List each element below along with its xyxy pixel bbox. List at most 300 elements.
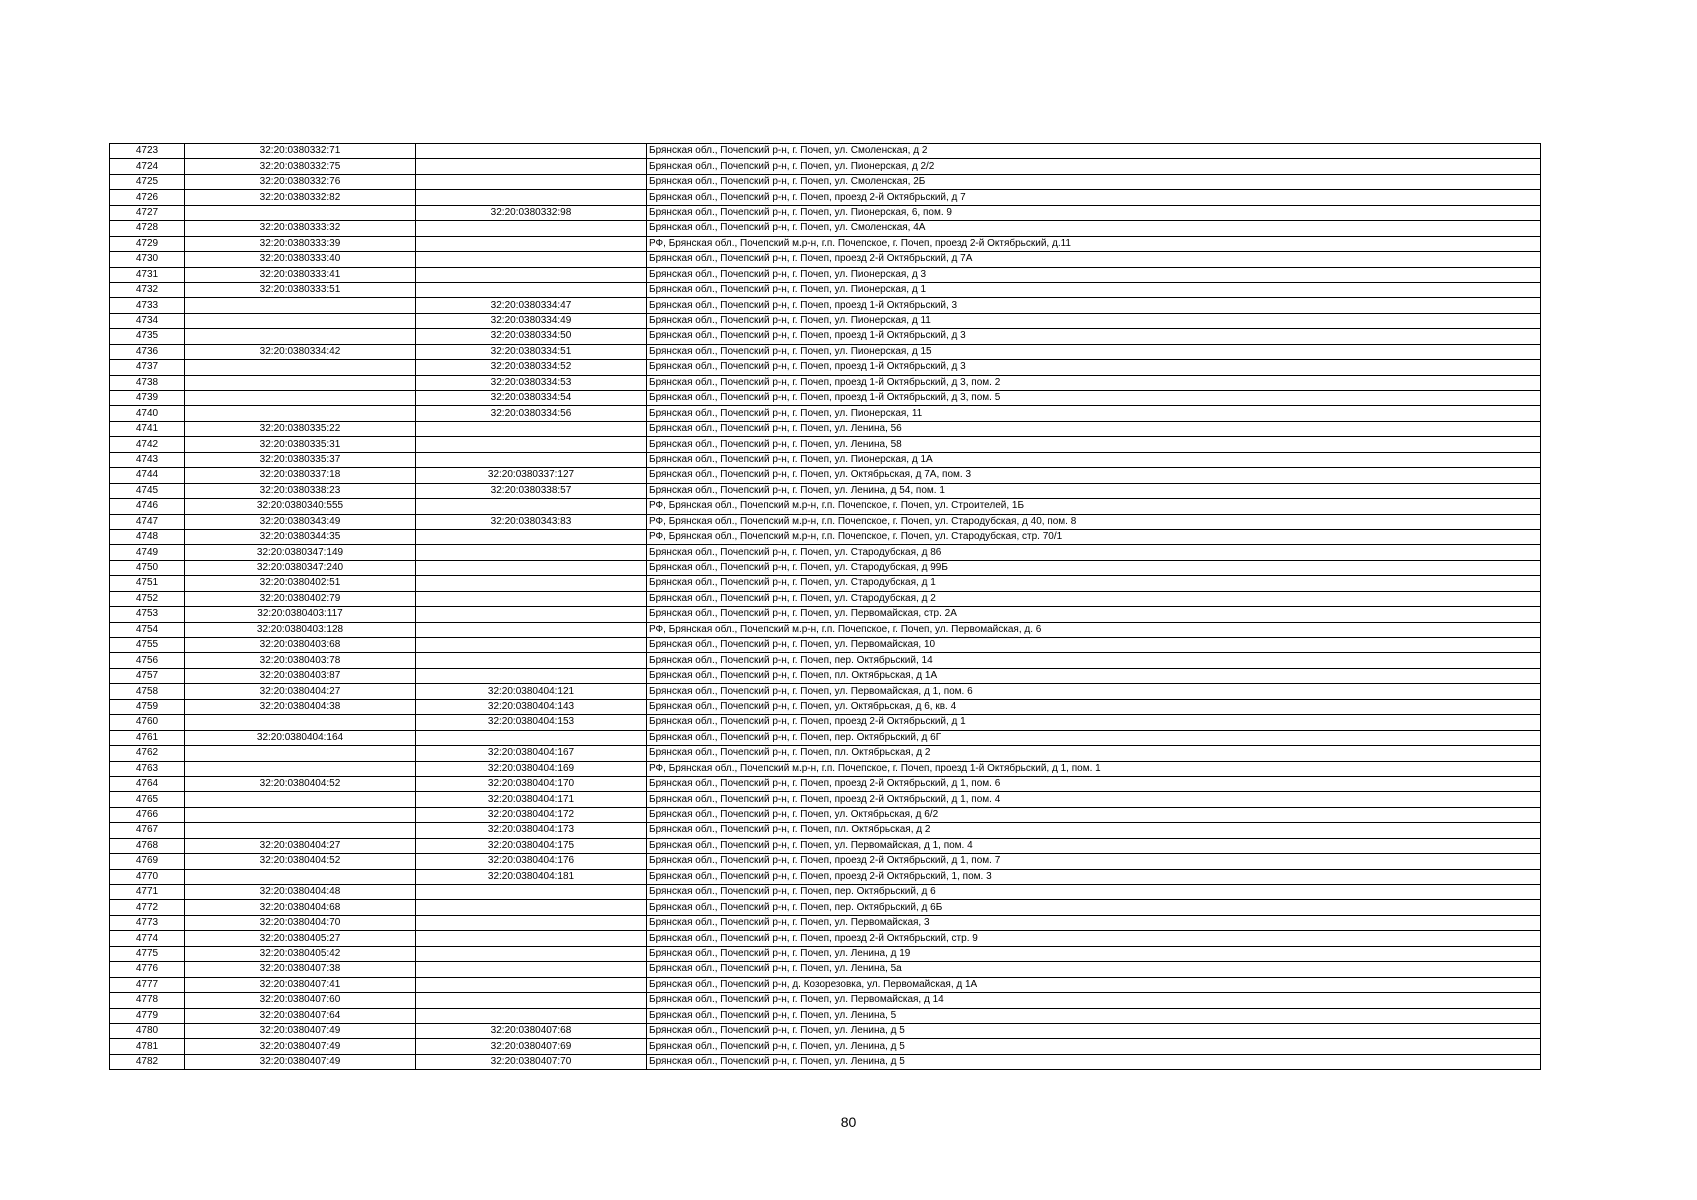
table-row [110, 607, 1541, 622]
row-number-cell: 4740 [110, 406, 185, 421]
parcel-cadastral-cell [185, 329, 416, 344]
row-number-cell: 4756 [110, 653, 185, 668]
parcel-cadastral-cell: 32:20:0380407:49 [185, 1039, 416, 1054]
parcel-cadastral-cell: 32:20:0380403:87 [185, 668, 416, 683]
building-cadastral-cell: 32:20:0380337:127 [416, 468, 647, 483]
row-number-cell: 4771 [110, 885, 185, 900]
parcel-cadastral-cell [185, 715, 416, 730]
row-number-cell: 4747 [110, 514, 185, 529]
address-cell: Брянская обл., Почепский р-н, г. Почеп, ул. Пионерская, д 1А [647, 452, 1541, 467]
parcel-cadastral-cell: 32:20:0380344:35 [185, 529, 416, 544]
row-number-cell: 4760 [110, 715, 185, 730]
building-cadastral-cell [416, 221, 647, 236]
address-cell: Брянская обл., Почепский р-н, г. Почеп, пл. Октябрьская, д 1А [647, 668, 1541, 683]
address-cell: РФ, Брянская обл., Почепский м.р-н, г.п. Почепское, г. Почеп, проезд 2-й Октябрьский, д.11 [647, 236, 1541, 251]
parcel-cadastral-cell: 32:20:0380404:52 [185, 854, 416, 869]
address-cell: Брянская обл., Почепский р-н, г. Почеп, ул. Первомайская, д 14 [647, 993, 1541, 1008]
register-table [109, 143, 1541, 1070]
row-number-cell: 4755 [110, 638, 185, 653]
table-row [110, 1008, 1541, 1023]
parcel-cadastral-cell: 32:20:0380404:38 [185, 699, 416, 714]
address-cell: Брянская обл., Почепский р-н, г. Почеп, проезд 2-й Октябрьский, д 1 [647, 715, 1541, 730]
row-number-cell: 4781 [110, 1039, 185, 1054]
parcel-cadastral-cell: 32:20:0380347:149 [185, 545, 416, 560]
row-number-cell: 4758 [110, 684, 185, 699]
row-number-cell: 4750 [110, 560, 185, 575]
address-cell: Брянская обл., Почепский р-н, г. Почеп, проезд 2-й Октябрьский, д 1, пом. 4 [647, 792, 1541, 807]
building-cadastral-cell [416, 668, 647, 683]
parcel-cadastral-cell: 32:20:0380332:82 [185, 190, 416, 205]
building-cadastral-cell [416, 437, 647, 452]
address-cell: Брянская обл., Почепский р-н, г. Почеп, ул. Стародубская, д 99Б [647, 560, 1541, 575]
table-row [110, 946, 1541, 961]
address-cell: Брянская обл., Почепский р-н, г. Почеп, ул. Первомайская, 3 [647, 915, 1541, 930]
building-cadastral-cell [416, 900, 647, 915]
table-row [110, 159, 1541, 174]
building-cadastral-cell: 32:20:0380404:175 [416, 838, 647, 853]
building-cadastral-cell [416, 622, 647, 637]
building-cadastral-cell: 32:20:0380404:172 [416, 807, 647, 822]
table-row [110, 282, 1541, 297]
parcel-cadastral-cell: 32:20:0380404:68 [185, 900, 416, 915]
table-row [110, 977, 1541, 992]
table-row [110, 854, 1541, 869]
address-cell: Брянская обл., Почепский р-н, г. Почеп, ул. Первомайская, 10 [647, 638, 1541, 653]
parcel-cadastral-cell: 32:20:0380332:71 [185, 144, 416, 159]
parcel-cadastral-cell [185, 869, 416, 884]
table-row [110, 1039, 1541, 1054]
row-number-cell: 4737 [110, 360, 185, 375]
address-cell: Брянская обл., Почепский р-н, г. Почеп, проезд 2-й Октябрьский, д 1, пом. 7 [647, 854, 1541, 869]
parcel-cadastral-cell: 32:20:0380404:48 [185, 885, 416, 900]
address-cell: Брянская обл., Почепский р-н, г. Почеп, ул. Первомайская, д 1, пом. 6 [647, 684, 1541, 699]
address-cell: Брянская обл., Почепский р-н, г. Почеп, ул. Ленина, д 54, пом. 1 [647, 483, 1541, 498]
address-cell: Брянская обл., Почепский р-н, г. Почеп, ул. Стародубская, д 1 [647, 576, 1541, 591]
building-cadastral-cell [416, 1008, 647, 1023]
parcel-cadastral-cell [185, 761, 416, 776]
parcel-cadastral-cell [185, 823, 416, 838]
row-number-cell: 4736 [110, 344, 185, 359]
parcel-cadastral-cell [185, 360, 416, 375]
address-cell: Брянская обл., Почепский р-н, г. Почеп, ул. Ленина, 58 [647, 437, 1541, 452]
row-number-cell: 4729 [110, 236, 185, 251]
table-row [110, 560, 1541, 575]
row-number-cell: 4773 [110, 915, 185, 930]
parcel-cadastral-cell: 32:20:0380407:64 [185, 1008, 416, 1023]
address-cell: Брянская обл., Почепский р-н, г. Почеп, проезд 2-й Октябрьский, д 1, пом. 6 [647, 776, 1541, 791]
parcel-cadastral-cell: 32:20:0380404:70 [185, 915, 416, 930]
address-cell: Брянская обл., Почепский р-н, г. Почеп, ул. Ленина, д 5 [647, 1023, 1541, 1038]
address-cell: Брянская обл., Почепский р-н, г. Почеп, проезд 2-й Октябрьский, д 7А [647, 252, 1541, 267]
address-cell: Брянская обл., Почепский р-н, г. Почеп, ул. Стародубская, д 2 [647, 591, 1541, 606]
row-number-cell: 4739 [110, 391, 185, 406]
address-cell: Брянская обл., Почепский р-н, г. Почеп, ул. Пионерская, 6, пом. 9 [647, 205, 1541, 220]
building-cadastral-cell: 32:20:0380404:167 [416, 746, 647, 761]
building-cadastral-cell [416, 730, 647, 745]
table-row [110, 406, 1541, 421]
building-cadastral-cell [416, 174, 647, 189]
building-cadastral-cell [416, 529, 647, 544]
address-cell: Брянская обл., Почепский р-н, г. Почеп, проезд 1-й Октябрьский, д 3, пом. 5 [647, 391, 1541, 406]
address-cell: Брянская обл., Почепский р-н, г. Почеп, ул. Пионерская, 11 [647, 406, 1541, 421]
table-row [110, 684, 1541, 699]
building-cadastral-cell: 32:20:0380332:98 [416, 205, 647, 220]
row-number-cell: 4759 [110, 699, 185, 714]
table-row [110, 252, 1541, 267]
address-cell: Брянская обл., Почепский р-н, г. Почеп, пл. Октябрьская, д 2 [647, 823, 1541, 838]
address-cell: Брянская обл., Почепский р-н, г. Почеп, проезд 1-й Октябрьский, д 3 [647, 360, 1541, 375]
parcel-cadastral-cell: 32:20:0380405:27 [185, 931, 416, 946]
row-number-cell: 4767 [110, 823, 185, 838]
address-cell: Брянская обл., Почепский р-н, г. Почеп, пер. Октябрьский, д 6 [647, 885, 1541, 900]
table-row [110, 514, 1541, 529]
table-row [110, 730, 1541, 745]
parcel-cadastral-cell [185, 298, 416, 313]
row-number-cell: 4733 [110, 298, 185, 313]
address-cell: Брянская обл., Почепский р-н, г. Почеп, ул. Смоленская, д 2 [647, 144, 1541, 159]
row-number-cell: 4751 [110, 576, 185, 591]
address-cell: Брянская обл., Почепский р-н, г. Почеп, ул. Смоленская, 2Б [647, 174, 1541, 189]
table-row [110, 344, 1541, 359]
building-cadastral-cell: 32:20:0380338:57 [416, 483, 647, 498]
parcel-cadastral-cell [185, 792, 416, 807]
table-row [110, 776, 1541, 791]
building-cadastral-cell [416, 545, 647, 560]
building-cadastral-cell [416, 560, 647, 575]
parcel-cadastral-cell: 32:20:0380333:39 [185, 236, 416, 251]
row-number-cell: 4754 [110, 622, 185, 637]
parcel-cadastral-cell: 32:20:0380403:128 [185, 622, 416, 637]
address-cell: Брянская обл., Почепский р-н, г. Почеп, ул. Стародубская, д 86 [647, 545, 1541, 560]
parcel-cadastral-cell [185, 406, 416, 421]
row-number-cell: 4761 [110, 730, 185, 745]
building-cadastral-cell [416, 962, 647, 977]
parcel-cadastral-cell: 32:20:0380407:60 [185, 993, 416, 1008]
building-cadastral-cell [416, 946, 647, 961]
row-number-cell: 4723 [110, 144, 185, 159]
row-number-cell: 4726 [110, 190, 185, 205]
row-number-cell: 4728 [110, 221, 185, 236]
parcel-cadastral-cell: 32:20:0380404:164 [185, 730, 416, 745]
table-row [110, 622, 1541, 637]
address-cell: Брянская обл., Почепский р-н, г. Почеп, ул. Первомайская, стр. 2А [647, 607, 1541, 622]
address-cell: Брянская обл., Почепский р-н, г. Почеп, ул. Пионерская, д 15 [647, 344, 1541, 359]
table-row [110, 792, 1541, 807]
parcel-cadastral-cell: 32:20:0380333:40 [185, 252, 416, 267]
address-cell: РФ, Брянская обл., Почепский м.р-н, г.п. Почепское, г. Почеп, ул. Стародубская, стр. 70/1 [647, 529, 1541, 544]
row-number-cell: 4741 [110, 421, 185, 436]
building-cadastral-cell [416, 576, 647, 591]
table-row [110, 144, 1541, 159]
building-cadastral-cell: 32:20:0380404:121 [416, 684, 647, 699]
building-cadastral-cell [416, 452, 647, 467]
address-cell: РФ, Брянская обл., Почепский м.р-н, г.п. Почепское, г. Почеп, проезд 1-й Октябрьский, д 1, пом. 1 [647, 761, 1541, 776]
row-number-cell: 4742 [110, 437, 185, 452]
row-number-cell: 4727 [110, 205, 185, 220]
building-cadastral-cell [416, 421, 647, 436]
address-cell: Брянская обл., Почепский р-н, г. Почеп, пер. Октябрьский, д 6Г [647, 730, 1541, 745]
parcel-cadastral-cell [185, 807, 416, 822]
parcel-cadastral-cell: 32:20:0380402:79 [185, 591, 416, 606]
table-row [110, 221, 1541, 236]
building-cadastral-cell [416, 931, 647, 946]
address-cell: Брянская обл., Почепский р-н, г. Почеп, пер. Октябрьский, 14 [647, 653, 1541, 668]
address-cell: Брянская обл., Почепский р-н, г. Почеп, ул. Октябрьская, д 6/2 [647, 807, 1541, 822]
building-cadastral-cell: 32:20:0380404:181 [416, 869, 647, 884]
address-cell: Брянская обл., Почепский р-н, г. Почеп, ул. Ленина, 56 [647, 421, 1541, 436]
table-row [110, 931, 1541, 946]
row-number-cell: 4746 [110, 499, 185, 514]
parcel-cadastral-cell [185, 375, 416, 390]
row-number-cell: 4769 [110, 854, 185, 869]
row-number-cell: 4748 [110, 529, 185, 544]
address-cell: Брянская обл., Почепский р-н, д. Козорезовка, ул. Первомайская, д 1А [647, 977, 1541, 992]
building-cadastral-cell [416, 607, 647, 622]
address-cell: Брянская обл., Почепский р-н, г. Почеп, ул. Ленина, 5а [647, 962, 1541, 977]
register-table-body [110, 144, 1541, 1070]
parcel-cadastral-cell: 32:20:0380407:49 [185, 1023, 416, 1038]
table-row [110, 452, 1541, 467]
table-row [110, 483, 1541, 498]
row-number-cell: 4753 [110, 607, 185, 622]
table-row [110, 298, 1541, 313]
row-number-cell: 4782 [110, 1054, 185, 1069]
table-row [110, 699, 1541, 714]
building-cadastral-cell [416, 591, 647, 606]
table-row [110, 499, 1541, 514]
parcel-cadastral-cell: 32:20:0380334:42 [185, 344, 416, 359]
parcel-cadastral-cell: 32:20:0380335:37 [185, 452, 416, 467]
address-cell: Брянская обл., Почепский р-н, г. Почеп, проезд 1-й Октябрьский, д 3 [647, 329, 1541, 344]
row-number-cell: 4732 [110, 282, 185, 297]
parcel-cadastral-cell: 32:20:0380405:42 [185, 946, 416, 961]
parcel-cadastral-cell: 32:20:0380343:49 [185, 514, 416, 529]
building-cadastral-cell: 32:20:0380404:173 [416, 823, 647, 838]
address-cell: Брянская обл., Почепский р-н, г. Почеп, проезд 1-й Октябрьский, 3 [647, 298, 1541, 313]
row-number-cell: 4738 [110, 375, 185, 390]
address-cell: РФ, Брянская обл., Почепский м.р-н, г.п. Почепское, г. Почеп, ул. Стародубская, д 40, пом. 8 [647, 514, 1541, 529]
parcel-cadastral-cell: 32:20:0380333:51 [185, 282, 416, 297]
building-cadastral-cell: 32:20:0380404:169 [416, 761, 647, 776]
parcel-cadastral-cell: 32:20:0380332:76 [185, 174, 416, 189]
table-row [110, 1023, 1541, 1038]
building-cadastral-cell [416, 638, 647, 653]
address-cell: Брянская обл., Почепский р-н, г. Почеп, ул. Ленина, д 5 [647, 1054, 1541, 1069]
parcel-cadastral-cell: 32:20:0380404:27 [185, 838, 416, 853]
building-cadastral-cell: 32:20:0380334:53 [416, 375, 647, 390]
parcel-cadastral-cell: 32:20:0380335:22 [185, 421, 416, 436]
building-cadastral-cell [416, 159, 647, 174]
row-number-cell: 4779 [110, 1008, 185, 1023]
table-row [110, 190, 1541, 205]
building-cadastral-cell: 32:20:0380334:56 [416, 406, 647, 421]
row-number-cell: 4764 [110, 776, 185, 791]
parcel-cadastral-cell: 32:20:0380337:18 [185, 468, 416, 483]
parcel-cadastral-cell: 32:20:0380407:38 [185, 962, 416, 977]
building-cadastral-cell [416, 977, 647, 992]
address-cell: Брянская обл., Почепский р-н, г. Почеп, проезд 2-й Октябрьский, стр. 9 [647, 931, 1541, 946]
building-cadastral-cell [416, 267, 647, 282]
building-cadastral-cell: 32:20:0380404:170 [416, 776, 647, 791]
building-cadastral-cell: 32:20:0380404:171 [416, 792, 647, 807]
building-cadastral-cell: 32:20:0380334:50 [416, 329, 647, 344]
row-number-cell: 4730 [110, 252, 185, 267]
row-number-cell: 4757 [110, 668, 185, 683]
building-cadastral-cell: 32:20:0380334:51 [416, 344, 647, 359]
parcel-cadastral-cell: 32:20:0380407:49 [185, 1054, 416, 1069]
address-cell: Брянская обл., Почепский р-н, г. Почеп, ул. Октябрьская, д 7А, пом. 3 [647, 468, 1541, 483]
table-row [110, 236, 1541, 251]
parcel-cadastral-cell: 32:20:0380332:75 [185, 159, 416, 174]
row-number-cell: 4776 [110, 962, 185, 977]
building-cadastral-cell [416, 915, 647, 930]
row-number-cell: 4749 [110, 545, 185, 560]
table-row [110, 838, 1541, 853]
parcel-cadastral-cell: 32:20:0380402:51 [185, 576, 416, 591]
building-cadastral-cell: 32:20:0380404:153 [416, 715, 647, 730]
table-row [110, 885, 1541, 900]
parcel-cadastral-cell: 32:20:0380403:78 [185, 653, 416, 668]
building-cadastral-cell: 32:20:0380407:70 [416, 1054, 647, 1069]
row-number-cell: 4768 [110, 838, 185, 853]
parcel-cadastral-cell: 32:20:0380333:41 [185, 267, 416, 282]
address-cell: Брянская обл., Почепский р-н, г. Почеп, пл. Октябрьская, д 2 [647, 746, 1541, 761]
row-number-cell: 4731 [110, 267, 185, 282]
row-number-cell: 4745 [110, 483, 185, 498]
row-number-cell: 4774 [110, 931, 185, 946]
table-row [110, 807, 1541, 822]
table-row [110, 915, 1541, 930]
building-cadastral-cell: 32:20:0380343:83 [416, 514, 647, 529]
parcel-cadastral-cell [185, 391, 416, 406]
building-cadastral-cell [416, 282, 647, 297]
address-cell: Брянская обл., Почепский р-н, г. Почеп, ул. Пионерская, д 1 [647, 282, 1541, 297]
table-row [110, 591, 1541, 606]
parcel-cadastral-cell: 32:20:0380403:117 [185, 607, 416, 622]
address-cell: Брянская обл., Почепский р-н, г. Почеп, ул. Ленина, д 19 [647, 946, 1541, 961]
table-row [110, 962, 1541, 977]
table-row [110, 900, 1541, 915]
parcel-cadastral-cell: 32:20:0380403:68 [185, 638, 416, 653]
building-cadastral-cell: 32:20:0380407:68 [416, 1023, 647, 1038]
table-row [110, 360, 1541, 375]
address-cell: Брянская обл., Почепский р-н, г. Почеп, проезд 1-й Октябрьский, д 3, пом. 2 [647, 375, 1541, 390]
row-number-cell: 4765 [110, 792, 185, 807]
table-row [110, 545, 1541, 560]
row-number-cell: 4770 [110, 869, 185, 884]
table-row [110, 761, 1541, 776]
address-cell: Брянская обл., Почепский р-н, г. Почеп, ул. Октябрьская, д 6, кв. 4 [647, 699, 1541, 714]
row-number-cell: 4780 [110, 1023, 185, 1038]
row-number-cell: 4772 [110, 900, 185, 915]
parcel-cadastral-cell: 32:20:0380333:32 [185, 221, 416, 236]
building-cadastral-cell [416, 885, 647, 900]
table-row [110, 391, 1541, 406]
table-row [110, 1054, 1541, 1069]
table-row [110, 746, 1541, 761]
page-number: 80 [840, 1114, 857, 1130]
building-cadastral-cell: 32:20:0380334:52 [416, 360, 647, 375]
parcel-cadastral-cell [185, 313, 416, 328]
row-number-cell: 4752 [110, 591, 185, 606]
row-number-cell: 4725 [110, 174, 185, 189]
building-cadastral-cell: 32:20:0380334:47 [416, 298, 647, 313]
address-cell: Брянская обл., Почепский р-н, г. Почеп, проезд 2-й Октябрьский, 1, пом. 3 [647, 869, 1541, 884]
building-cadastral-cell: 32:20:0380404:143 [416, 699, 647, 714]
row-number-cell: 4743 [110, 452, 185, 467]
table-row [110, 869, 1541, 884]
parcel-cadastral-cell: 32:20:0380404:52 [185, 776, 416, 791]
building-cadastral-cell [416, 653, 647, 668]
building-cadastral-cell: 32:20:0380407:69 [416, 1039, 647, 1054]
building-cadastral-cell [416, 252, 647, 267]
address-cell: Брянская обл., Почепский р-н, г. Почеп, ул. Пионерская, д 11 [647, 313, 1541, 328]
row-number-cell: 4777 [110, 977, 185, 992]
table-row [110, 638, 1541, 653]
address-cell: РФ, Брянская обл., Почепский м.р-н, г.п. Почепское, г. Почеп, ул. Первомайская, д. 6 [647, 622, 1541, 637]
parcel-cadastral-cell: 32:20:0380340:555 [185, 499, 416, 514]
parcel-cadastral-cell: 32:20:0380338:23 [185, 483, 416, 498]
table-row [110, 205, 1541, 220]
table-row [110, 437, 1541, 452]
parcel-cadastral-cell [185, 746, 416, 761]
table-row [110, 329, 1541, 344]
parcel-cadastral-cell: 32:20:0380404:27 [185, 684, 416, 699]
building-cadastral-cell [416, 190, 647, 205]
table-row [110, 823, 1541, 838]
parcel-cadastral-cell: 32:20:0380347:240 [185, 560, 416, 575]
row-number-cell: 4775 [110, 946, 185, 961]
building-cadastral-cell: 32:20:0380334:49 [416, 313, 647, 328]
table-row [110, 267, 1541, 282]
building-cadastral-cell [416, 499, 647, 514]
address-cell: Брянская обл., Почепский р-н, г. Почеп, ул. Ленина, д 5 [647, 1039, 1541, 1054]
table-row [110, 468, 1541, 483]
address-cell: Брянская обл., Почепский р-н, г. Почеп, проезд 2-й Октябрьский, д 7 [647, 190, 1541, 205]
building-cadastral-cell [416, 236, 647, 251]
building-cadastral-cell: 32:20:0380404:176 [416, 854, 647, 869]
row-number-cell: 4724 [110, 159, 185, 174]
address-cell: Брянская обл., Почепский р-н, г. Почеп, пер. Октябрьский, д 6Б [647, 900, 1541, 915]
table-row [110, 653, 1541, 668]
address-cell: Брянская обл., Почепский р-н, г. Почеп, ул. Пионерская, д 3 [647, 267, 1541, 282]
building-cadastral-cell: 32:20:0380334:54 [416, 391, 647, 406]
table-row [110, 715, 1541, 730]
address-cell: Брянская обл., Почепский р-н, г. Почеп, ул. Пионерская, д 2/2 [647, 159, 1541, 174]
table-row [110, 529, 1541, 544]
table-row [110, 668, 1541, 683]
address-cell: Брянская обл., Почепский р-н, г. Почеп, ул. Первомайская, д 1, пом. 4 [647, 838, 1541, 853]
row-number-cell: 4778 [110, 993, 185, 1008]
address-cell: РФ, Брянская обл., Почепский м.р-н, г.п. Почепское, г. Почеп, ул. Строителей, 1Б [647, 499, 1541, 514]
parcel-cadastral-cell: 32:20:0380407:41 [185, 977, 416, 992]
row-number-cell: 4744 [110, 468, 185, 483]
address-cell: Брянская обл., Почепский р-н, г. Почеп, ул. Смоленская, 4А [647, 221, 1541, 236]
table-row [110, 421, 1541, 436]
row-number-cell: 4735 [110, 329, 185, 344]
row-number-cell: 4734 [110, 313, 185, 328]
row-number-cell: 4762 [110, 746, 185, 761]
table-row [110, 174, 1541, 189]
parcel-cadastral-cell [185, 205, 416, 220]
table-row [110, 375, 1541, 390]
table-row [110, 313, 1541, 328]
building-cadastral-cell [416, 993, 647, 1008]
row-number-cell: 4763 [110, 761, 185, 776]
building-cadastral-cell [416, 144, 647, 159]
address-cell: Брянская обл., Почепский р-н, г. Почеп, ул. Ленина, 5 [647, 1008, 1541, 1023]
table-row [110, 576, 1541, 591]
